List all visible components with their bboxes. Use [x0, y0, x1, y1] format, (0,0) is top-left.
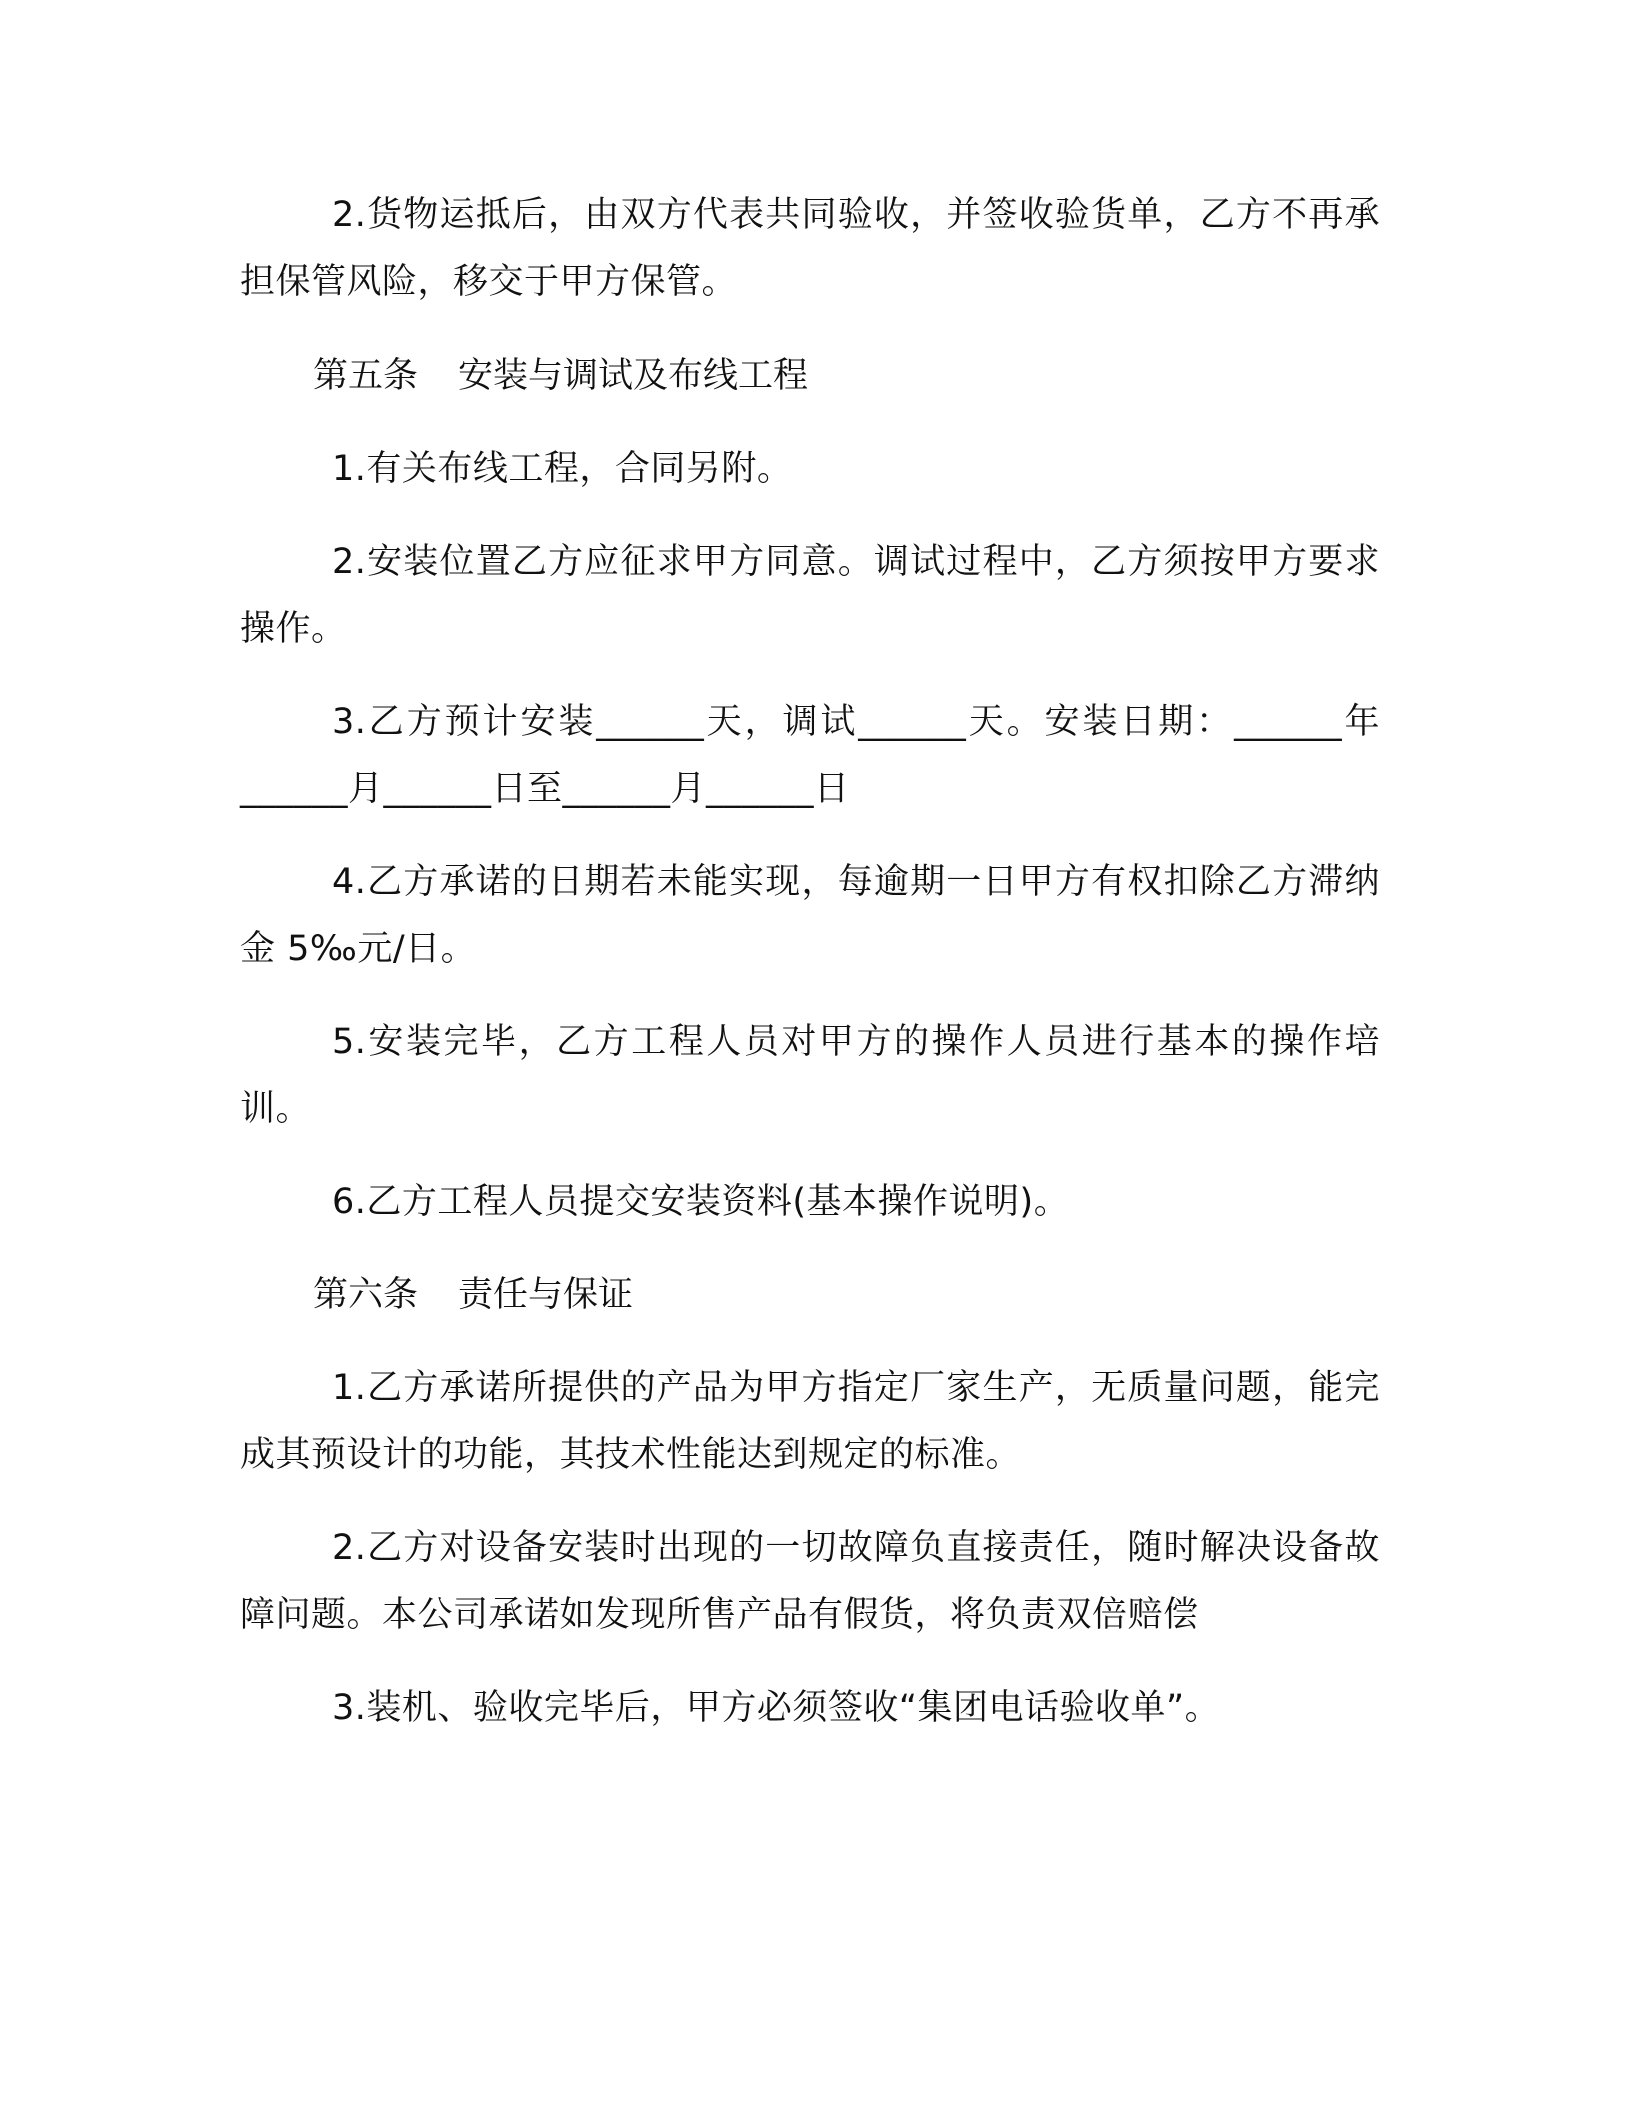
- article-5-heading: [313, 343, 808, 410]
- article-6-title: 责任与保证: [458, 1275, 634, 1315]
- article-6-heading: [313, 1262, 633, 1329]
- paragraph-acceptance-sign: 3.装机、验收完毕后，甲方必须签收“集团电话验收单”。: [332, 1688, 1221, 1728]
- paragraph-late-penalty: 4.乙方承诺的日期若未能实现，每逾期一日甲方有权扣除乙方滞纳金 5‰元/日。: [240, 862, 1380, 969]
- paragraph-delivery-acceptance: 2.货物运抵后，由双方代表共同验收，并签收验货单，乙方不再承担保管风险，移交于甲方保管。: [240, 195, 1380, 302]
- article-5-title: 安装与调试及布线工程: [458, 356, 809, 396]
- article-6-number: 第六条: [313, 1275, 419, 1315]
- paragraph-wiring: 1.有关布线工程，合同另附。: [332, 449, 793, 489]
- paragraph-training: 5.安装完毕，乙方工程人员对甲方的操作人员进行基本的操作培训。: [240, 1022, 1380, 1129]
- paragraph-quality-promise: 1.乙方承诺所提供的产品为甲方指定厂家生产，无质量问题，能完成其预设计的功能，其技术性能达到规定的标准。: [240, 1368, 1380, 1475]
- paragraph-install-schedule: 3.乙方预计安装______天，调试______天。安装日期：______年______月______日至______月______日: [240, 702, 1380, 809]
- paragraph-fault-responsibility: 2.乙方对设备安装时出现的一切故障负直接责任，随时解决设备故障问题。本公司承诺如发现所售产品有假货，将负责双倍赔偿: [240, 1528, 1380, 1635]
- paragraph-install-location: 2.安装位置乙方应征求甲方同意。调试过程中，乙方须按甲方要求操作。: [240, 542, 1380, 649]
- paragraph-documentation: 6.乙方工程人员提交安装资料(基本操作说明)。: [332, 1182, 1070, 1222]
- article-5-number: 第五条: [313, 356, 419, 396]
